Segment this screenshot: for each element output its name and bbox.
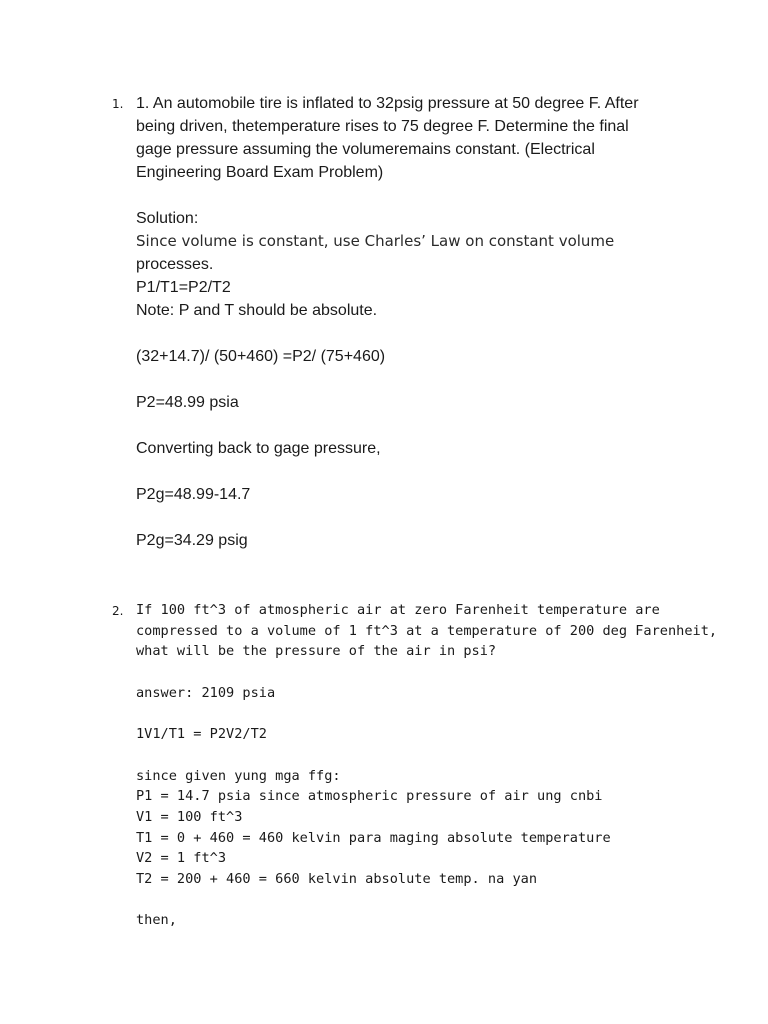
given-p1: P1 = 14.7 psia since atmospheric pressure of air ung cnbi	[136, 788, 603, 805]
problem-2-given-label: since given yung mga ffg:	[136, 767, 341, 784]
solution-result-absolute: P2=48.99 psia	[136, 394, 239, 411]
solution-label: Solution:	[136, 210, 199, 227]
problem-1-question-line-3: gage pressure assuming the volumeremains constant. (Electrical	[136, 141, 595, 158]
solution-explanation-cont: processes.	[136, 256, 214, 273]
given-t2: T2 = 200 + 460 = 660 kelvin absolute temp. na yan	[136, 871, 538, 888]
problem-2-question-line-1: If 100 ft^3 of atmospheric air at zero Farenheit temperature are	[136, 602, 660, 618]
problem-2-then-label: then,	[136, 912, 177, 929]
problem-1-question-line-4: Engineering Board Exam Problem)	[136, 164, 384, 181]
solution-formula: P1/T1=P2/T2	[136, 279, 231, 296]
given-t1: T1 = 0 + 460 = 460 kelvin para maging absolute temperature	[136, 829, 611, 846]
solution-explanation: Since volume is constant, use Charles’ Law on constant volume	[136, 232, 615, 250]
problem-2-question-line-3: what will be the pressure of the air in psi?	[136, 643, 497, 660]
given-v1: V1 = 100 ft^3	[136, 808, 243, 825]
problem-1-body	[136, 92, 736, 552]
problem-1-question-line-1: 1. An automobile tire is inflated to 32psig pressure at 50 degree F. After	[136, 95, 639, 112]
solution-convert-label: Converting back to gage pressure,	[136, 440, 381, 457]
problem-2-question-line-2: compressed to a volume of 1 ft^3 at a temperature of 200 deg Farenheit,	[136, 622, 718, 639]
problem-2-body	[136, 600, 736, 931]
problem-1-question-line-2: being driven, thetemperature rises to 75 degree F. Determine the final	[136, 118, 629, 135]
problem-2-formula: 1V1/T1 = P2V2/T2	[136, 726, 267, 743]
solution-gage-calc: P2g=48.99-14.7	[136, 486, 251, 503]
given-v2: V2 = 1 ft^3	[136, 850, 227, 867]
problem-2-number: 2.	[112, 604, 124, 618]
solution-gage-result: P2g=34.29 psig	[136, 532, 248, 549]
solution-note: Note: P and T should be absolute.	[136, 302, 378, 319]
problem-1-number: 1.	[112, 97, 124, 111]
solution-substitution: (32+14.7)/ (50+460) =P2/ (75+460)	[136, 348, 386, 365]
problem-2-answer: answer: 2109 psia	[136, 684, 276, 701]
